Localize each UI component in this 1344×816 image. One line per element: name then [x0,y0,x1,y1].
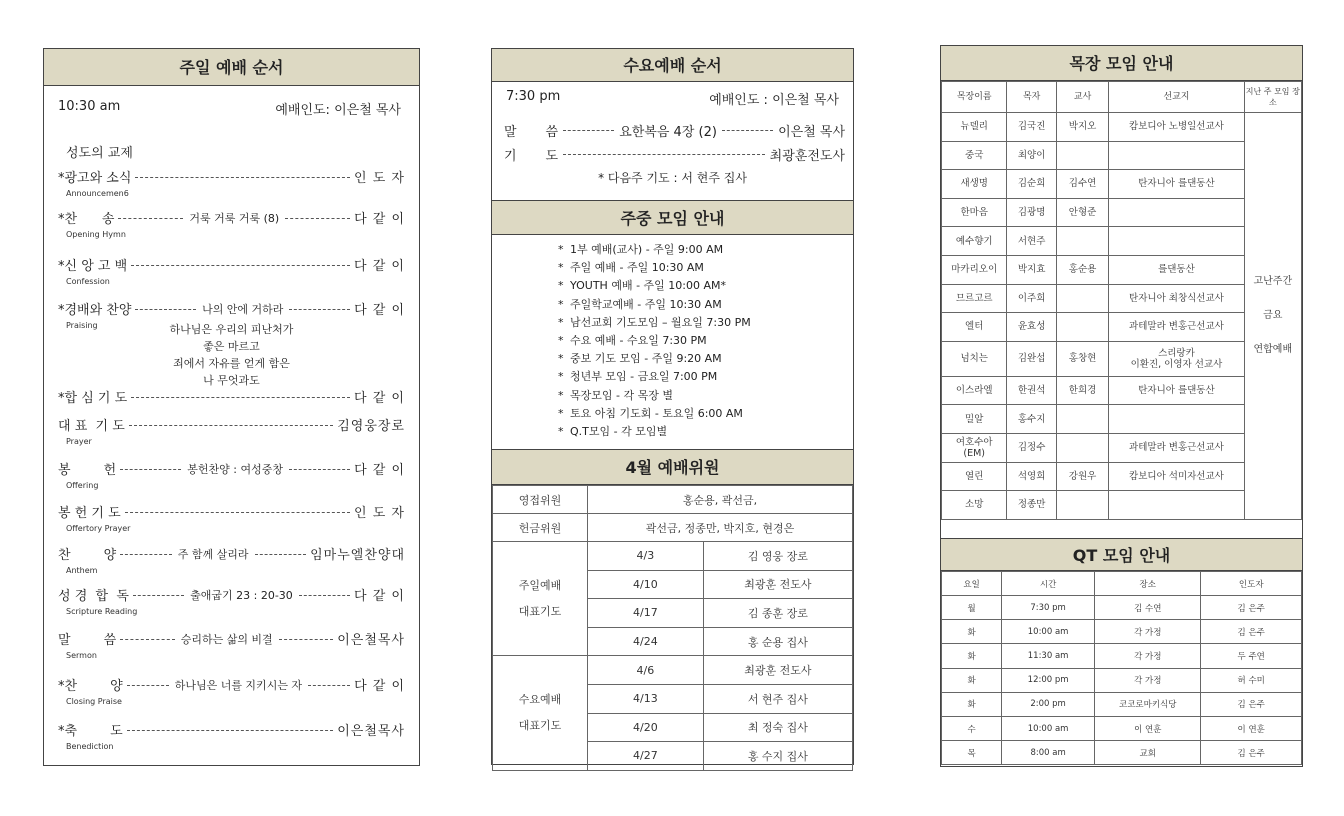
usher-label: 영접위원 [493,486,588,514]
service-item-detail: 주 함께 살리라 [177,547,249,561]
cell-mission [1109,491,1244,520]
weekly-item: * 목장모임 - 각 목장 별 [558,387,751,405]
dash-leader [289,309,350,310]
service-item-line [58,675,405,694]
wednesday-time: 7:30 pm [506,89,561,104]
cell-name: 므르고르 [942,284,1007,313]
prayer-person: 김 종훈 장로 [703,599,852,628]
cell-teacher: 박지오 [1056,113,1108,142]
column-header: 목장이름 [942,82,1007,113]
service-item-label: *광고와 소식 [58,171,132,186]
service-item-detail: 거룩 거룩 거룩 (8) [189,211,280,225]
sermon-who: 이은철 목사 [778,125,846,140]
service-item-label: 대 표 기 도 [58,419,125,434]
qt-place: 코코로마키식당 [1095,692,1201,716]
service-item [58,544,405,575]
cell-mission: 과테말라 변홍근선교사 [1109,313,1244,342]
group-label-line: 주일예배 [518,578,562,592]
service-item [58,720,405,751]
table-header-row [942,82,1302,113]
service-item-person: 다 같 이 [354,589,405,604]
service-item-detail: 나의 안에 거하라 [202,302,284,316]
cell-leader: 서현주 [1007,227,1056,256]
qt-day: 화 [942,644,1002,668]
qt-day: 화 [942,668,1002,692]
offering-label: 헌금위원 [493,514,588,542]
service-item-english: Offertory Prayer [66,524,131,533]
service-item-label: *경배와 찬양 [58,303,132,318]
service-item-line [58,415,405,434]
column-header: 목자 [1007,82,1056,113]
qt-day: 수 [942,716,1002,740]
dash-leader [133,595,184,596]
lyric-line: 하나님은 우리의 피난처가 [169,323,294,336]
service-item-person: 다 같 이 [354,679,406,694]
dash-leader [118,218,183,219]
service-item [58,415,405,446]
column-header: 인도자 [1201,572,1302,596]
column-header: 요일 [942,572,1002,596]
prayer-person: 김 영웅 장로 [703,542,852,571]
fellowship-label: 성도의 교제 [66,146,133,161]
service-item-line [58,387,405,406]
dash-leader [120,469,181,470]
qt-day: 화 [942,620,1002,644]
cell-name: 엘터 [942,313,1007,342]
weekly-item: * 토요 아침 기도회 - 토요일 6:00 AM [558,405,751,423]
prayer-person: 최광훈 전도사 [703,656,852,685]
service-item-line [58,720,405,739]
service-item-english: Praising [66,321,98,330]
april-committee-table [492,485,853,771]
service-item-label: *찬 송 [58,212,115,227]
qt-place: 이 연훈 [1095,716,1201,740]
cell-leader: 이주희 [1007,284,1056,313]
cell-teacher [1056,284,1108,313]
service-item-detail: 봉헌찬양 : 여성중창 [187,462,283,476]
cell-leader: 김완섭 [1007,341,1056,376]
cell-mission: 탄자니아 최창식선교사 [1109,284,1244,313]
cell-leader: 최양이 [1007,141,1056,170]
sermon-text: 요한복음 4장 (2) [619,125,717,140]
cell-teacher: 강원우 [1056,462,1108,491]
prayer-who: 최광훈전도사 [769,149,845,164]
place-line: 고난주간 [1253,275,1293,287]
cell-leader: 김국진 [1007,113,1056,142]
service-item-line [58,459,405,478]
cell-name: 뉴델리 [942,113,1007,142]
service-item-person: 김영웅장로 [337,419,405,434]
column-header: 시간 [1002,572,1095,596]
prayer-date: 4/6 [587,656,703,685]
prayer-person: 홍 수지 집사 [703,742,852,771]
weekly-item: * YOUTH 예배 - 주일 10:00 AM* [558,277,751,295]
dash-leader [135,177,350,178]
sunday-order-title: 주일 예배 순서 [44,49,419,86]
prayer-person: 최광훈 전도사 [703,570,852,599]
service-item-line [58,502,405,521]
qt-leader: 이 연훈 [1201,716,1302,740]
prayer-date: 4/10 [587,570,703,599]
service-item-label: *축 도 [58,724,123,739]
dash-leader [135,309,196,310]
weekly-title: 주중 모임 안내 [492,200,853,235]
service-item [58,675,405,706]
wednesday-sermon-row [504,121,845,140]
qt-leader: 김 은주 [1201,620,1302,644]
weekly-item: * Q.T모임 - 각 모임별 [558,423,751,441]
prayer-person: 서 현주 집사 [703,684,852,713]
prayer-person: 홍 순용 집사 [703,627,852,656]
service-item-line [58,167,405,186]
service-item [58,387,405,406]
lyric-line: 죄에서 자유를 얻게 함은 [173,357,290,370]
cell-mission [1109,141,1244,170]
dash-leader [563,154,765,155]
column-header: 지난 주 모임 장소 [1244,82,1301,113]
dash-leader [299,595,350,596]
group-label-line: 수요예배 [518,693,562,707]
praise-lyrics [44,321,419,389]
prayer-date: 4/3 [587,542,703,571]
service-item-english: Scripture Reading [66,607,138,616]
qt-time: 10:00 am [1002,620,1095,644]
cell-mission: 캄보디아 노병일선교사 [1109,113,1244,142]
service-item-line [58,544,405,563]
dash-leader [255,554,307,555]
weekly-item: * 주일 예배 - 주일 10:30 AM [558,259,751,277]
service-item [58,459,405,490]
service-item-english: Opening Hymn [66,230,126,239]
service-item-english: Announcemen6 [66,189,129,198]
cell-name: 예수향기 [942,227,1007,256]
qt-place: 각 가정 [1095,644,1201,668]
dash-leader [308,685,350,686]
cell-title: 목장 모임 안내 [941,46,1302,81]
cell-name: 여호수아 (EM) [942,433,1007,462]
service-item-label: 성 경 합 독 [58,589,129,604]
wednesday-prayer-row [504,145,845,164]
cell-mission: 스리랑카 이환진, 이영자 선교사 [1109,341,1244,376]
sunday-order-panel [43,48,420,766]
cell-teacher: 홍창현 [1056,341,1108,376]
qt-time: 11:30 am [1002,644,1095,668]
service-item [58,255,405,286]
service-item-line [58,208,405,227]
prayer-label: 기 도 [504,149,559,164]
cell-name: 한마음 [942,198,1007,227]
cell-name: 소망 [942,491,1007,520]
cell-name: 마카리오이 [942,255,1007,284]
cell-leader: 윤효성 [1007,313,1056,342]
prayer-person: 최 정숙 집사 [703,713,852,742]
table-header-row [942,572,1302,596]
place-line: 금요 [1263,309,1283,321]
offering-names: 곽선금, 정종만, 박지호, 현경은 [587,514,852,542]
weekly-item: * 청년부 모임 - 금요일 7:00 PM [558,368,751,386]
service-item-english: Offering [66,481,99,490]
service-item-label: 말 씀 [58,633,117,648]
dash-leader [279,639,334,640]
cell-mission: 를댄동산 [1109,255,1244,284]
table-row [942,716,1302,740]
wednesday-order-title: 수요예배 순서 [492,49,853,82]
cell-mission [1109,227,1244,256]
service-item-english: Sermon [66,651,97,660]
dash-leader [125,512,350,513]
column-header: 선교지 [1109,82,1244,113]
sermon-label: 말 씀 [504,125,559,140]
group-label [493,656,588,770]
cell-teacher: 김수연 [1056,170,1108,199]
place-line: 연합예배 [1253,343,1293,355]
qt-place: 김 수연 [1095,596,1201,620]
dash-leader [120,554,172,555]
service-item-person: 인 도 자 [354,171,405,186]
prayer-date: 4/24 [587,627,703,656]
service-item-line [58,629,405,648]
qt-day: 화 [942,692,1002,716]
sunday-time: 10:30 am [58,99,121,114]
cell-name: 넘치는 [942,341,1007,376]
service-item-line [58,255,405,274]
service-item-line [58,585,405,604]
qt-time: 10:00 am [1002,716,1095,740]
service-item [58,208,405,239]
dash-leader [129,425,333,426]
cell-teacher: 한희경 [1056,376,1108,405]
table-row [942,668,1302,692]
cell-leader: 김순희 [1007,170,1056,199]
weekly-list [558,241,751,441]
group-label [493,542,588,656]
qt-leader: 김 은주 [1201,741,1302,765]
table-row [942,692,1302,716]
service-item-person: 인 도 자 [354,506,405,521]
cell-teacher [1056,405,1108,434]
cell-name: 이스라엘 [942,376,1007,405]
qt-title: QT 모임 안내 [941,538,1302,571]
service-item-english: Closing Praise [66,697,122,706]
column-header: 장소 [1095,572,1201,596]
wednesday-leader: 예배인도 : 이은철 목사 [709,93,839,108]
service-item-detail: 하나님은 너를 지키시는 자 [174,678,303,692]
qt-time: 2:00 pm [1002,692,1095,716]
table-row [942,620,1302,644]
table-row [493,486,853,514]
dash-leader [131,397,350,398]
lyric-line: 좋은 마르고 [203,340,260,353]
qt-place: 교회 [1095,741,1201,765]
lyric-line: 나 무엇과도 [203,374,260,387]
cell-leader: 정종만 [1007,491,1056,520]
cell-name: 중국 [942,141,1007,170]
right-panel [940,45,1303,767]
qt-time: 12:00 pm [1002,668,1095,692]
service-item-person: 이은철목사 [337,724,405,739]
qt-day: 목 [942,741,1002,765]
cell-teacher [1056,313,1108,342]
service-item-line [58,299,405,318]
cell-teacher: 홍순용 [1056,255,1108,284]
qt-place: 각 가정 [1095,620,1201,644]
dash-leader [131,265,350,266]
middle-panel [491,48,854,765]
dash-leader [722,130,773,131]
dash-leader [285,218,350,219]
cell-teacher [1056,141,1108,170]
table-row [942,741,1302,765]
qt-leader: 두 주연 [1201,644,1302,668]
prayer-date: 4/17 [587,599,703,628]
table-row [942,596,1302,620]
cell-group-table [941,81,1302,520]
dash-leader [289,469,350,470]
sunday-leader: 예배인도: 이은철 목사 [275,103,401,118]
service-item-english: Prayer [66,437,92,446]
table-row [942,644,1302,668]
service-item [58,629,405,660]
cell-mission [1109,198,1244,227]
dash-leader [127,730,334,731]
dash-leader [120,639,175,640]
service-item-label: 찬 양 [58,548,117,563]
weekly-item: * 남선교회 기도모임 – 월요일 7:30 PM [558,314,751,332]
prayer-date: 4/27 [587,742,703,771]
service-item [58,502,405,533]
service-item-label: 봉 헌 [58,463,117,478]
weekly-item: * 1부 예배(교사) - 주일 9:00 AM [558,241,751,259]
service-item-person: 다 같 이 [354,391,405,406]
group-label-line: 대표기도 [518,604,562,618]
prayer-date: 4/20 [587,713,703,742]
service-item [58,585,405,616]
qt-time: 7:30 pm [1002,596,1095,620]
service-item-english: Confession [66,277,110,286]
service-item-label: *신 앙 고 백 [58,259,128,274]
service-item-person: 임마누엘찬양대 [310,548,405,563]
table-row [942,113,1302,142]
service-item-person: 다 같 이 [354,259,405,274]
qt-day: 월 [942,596,1002,620]
usher-names: 홍순용, 곽선금, [587,486,852,514]
weekly-item: * 중보 기도 모임 - 주일 9:20 AM [558,350,751,368]
cell-mission: 과테말라 변홍근선교사 [1109,433,1244,462]
cell-mission: 탄자니아 를댄동산 [1109,376,1244,405]
service-item-label: *합 심 기 도 [58,391,128,406]
service-item-english: Anthem [66,566,98,575]
service-item-person: 다 같 이 [354,303,406,318]
qt-place: 각 가정 [1095,668,1201,692]
cell-mission: 캄보디아 석미자선교사 [1109,462,1244,491]
cell-teacher: 안형준 [1056,198,1108,227]
table-row [493,542,853,571]
cell-leader: 홍수지 [1007,405,1056,434]
cell-teacher [1056,433,1108,462]
service-item-label: 봉 헌 기 도 [58,506,121,521]
cell-mission: 탄자니아 를댄동산 [1109,170,1244,199]
cell-leader: 김광명 [1007,198,1056,227]
column-header: 교사 [1056,82,1108,113]
cell-teacher [1056,491,1108,520]
service-item-person: 이은철목사 [337,633,405,648]
prayer-date: 4/13 [587,684,703,713]
last-meeting-place [1244,113,1301,520]
service-item-person: 다 같 이 [354,212,406,227]
cell-name: 열린 [942,462,1007,491]
qt-table [941,571,1302,765]
cell-name: 밀알 [942,405,1007,434]
service-item-detail: 출애굽기 23 : 20-30 [190,588,293,602]
dash-leader [563,130,614,131]
qt-leader: 김 은주 [1201,596,1302,620]
weekly-item: * 주일학교예배 - 주일 10:30 AM [558,296,751,314]
cell-name: 새생명 [942,170,1007,199]
service-item-person: 다 같 이 [354,463,406,478]
qt-leader: 허 수미 [1201,668,1302,692]
table-row [493,514,853,542]
next-prayer-note: * 다음주 기도 : 서 현주 집사 [598,171,747,185]
qt-leader: 김 은주 [1201,692,1302,716]
cell-leader: 김정수 [1007,433,1056,462]
qt-time: 8:00 am [1002,741,1095,765]
cell-mission [1109,405,1244,434]
service-item [58,167,405,198]
cell-leader: 박지효 [1007,255,1056,284]
table-row [493,656,853,685]
service-item-detail: 승리하는 삶의 비결 [180,632,273,646]
cell-leader: 한권석 [1007,376,1056,405]
cell-teacher [1056,227,1108,256]
weekly-item: * 수요 예배 - 수요일 7:30 PM [558,332,751,350]
service-item-english: Benediction [66,742,114,751]
group-label-line: 대표기도 [518,719,562,733]
service-item-label: *찬 양 [58,679,123,694]
april-title: 4월 예배위원 [492,449,853,485]
cell-leader: 석영희 [1007,462,1056,491]
dash-leader [127,685,169,686]
